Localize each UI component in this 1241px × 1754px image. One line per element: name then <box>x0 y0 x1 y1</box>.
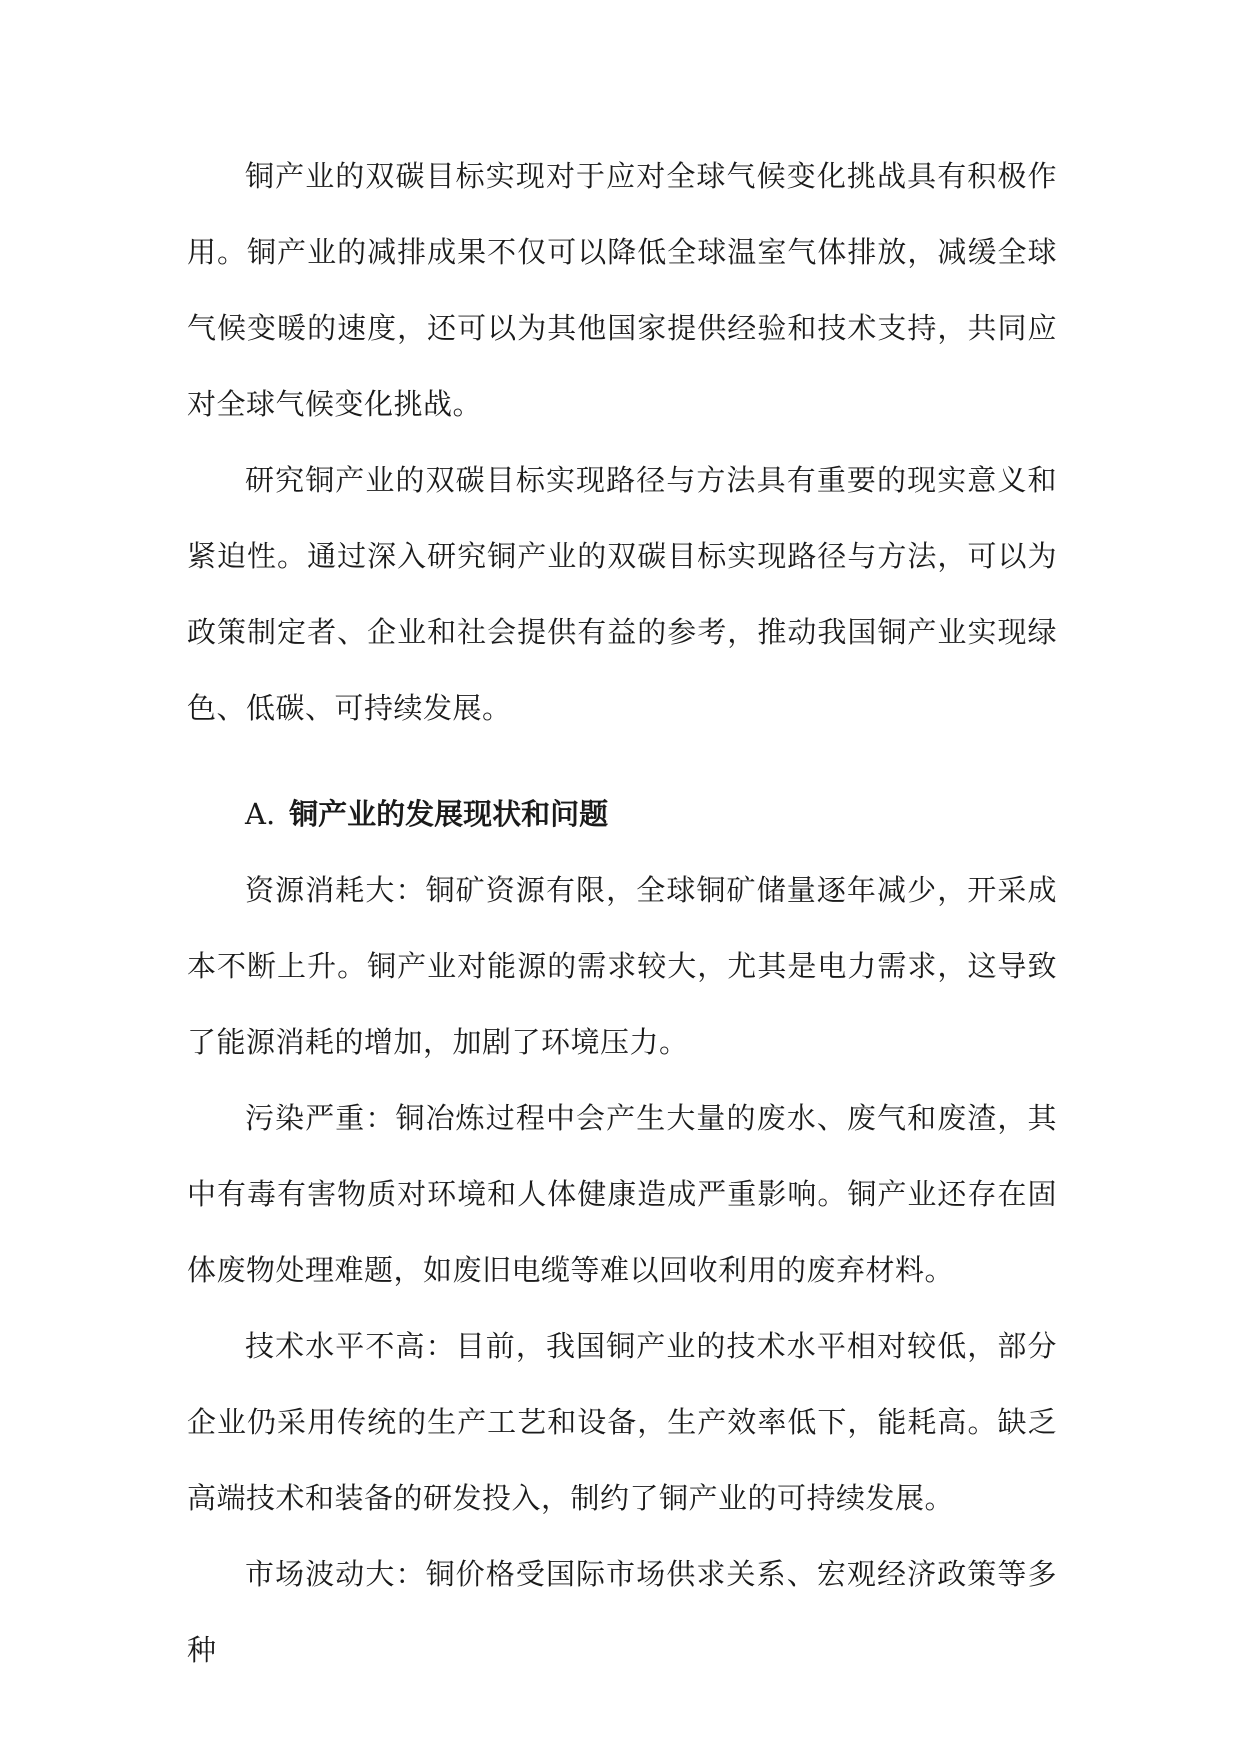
document-body <box>187 138 1057 1688</box>
paragraph-technology-level: 技术水平不高：目前，我国铜产业的技术水平相对较低，部分企业仍采用传统的生产工艺和设备，生产效率低下，能耗高。缺乏高端技术和装备的研发投入，制约了铜产业的可持续发展。 <box>187 1329 1057 1515</box>
section-letter: A. <box>245 797 276 831</box>
paragraph-market-volatility: 市场波动大：铜价格受国际市场供求关系、宏观经济政策等多种 <box>187 1557 1057 1667</box>
section-title: 铜产业的发展现状和问题 <box>289 797 609 831</box>
section-heading <box>187 776 1057 852</box>
paragraph-climate-impact: 铜产业的双碳目标实现对于应对全球气候变化挑战具有积极作用。铜产业的减排成果不仅可以降低全球温室气体排放，减缓全球气候变暖的速度，还可以为其他国家提供经验和技术支持，共同应对全球气候变化挑战。 <box>187 159 1057 421</box>
paragraph-pollution: 污染严重：铜冶炼过程中会产生大量的废水、废气和废渣，其中有毒有害物质对环境和人体健康造成严重影响。铜产业还存在固体废物处理难题，如废旧电缆等难以回收利用的废弃材料。 <box>187 1101 1057 1287</box>
paragraph-research-significance: 研究铜产业的双碳目标实现路径与方法具有重要的现实意义和紧迫性。通过深入研究铜产业的双碳目标实现路径与方法，可以为政策制定者、企业和社会提供有益的参考，推动我国铜产业实现绿色、低碳、可持续发展。 <box>187 463 1057 725</box>
paragraph-resource-consumption: 资源消耗大：铜矿资源有限，全球铜矿储量逐年减少，开采成本不断上升。铜产业对能源的需求较大，尤其是电力需求，这导致了能源消耗的增加，加剧了环境压力。 <box>187 873 1057 1059</box>
